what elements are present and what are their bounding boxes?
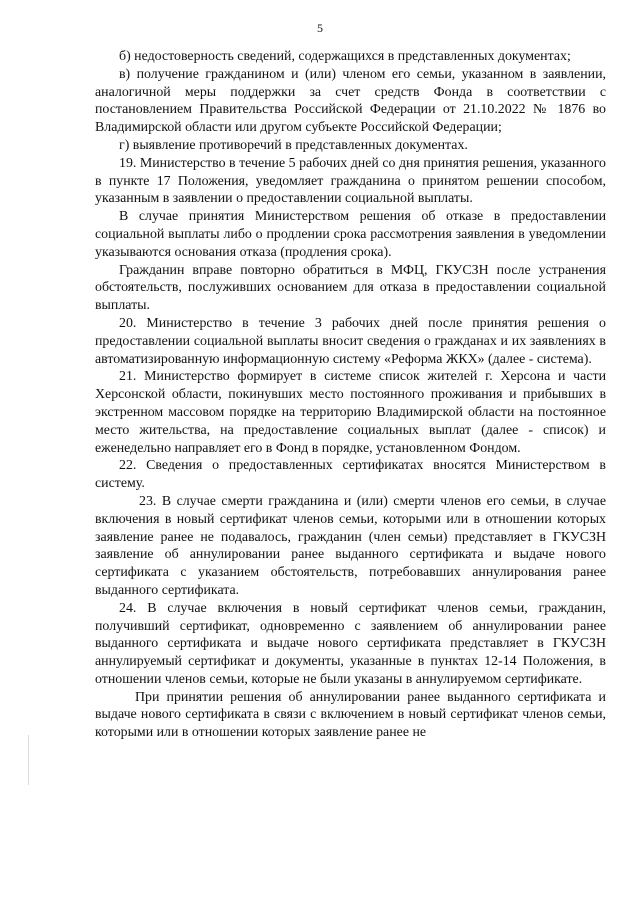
paragraph-g: г) выявление противоречий в представленных документах. xyxy=(119,137,468,153)
paragraph-24: 24. В случае включения в новый сертификат членов семьи, гражданин, получивший сертификат, одновременно с заявлением об аннулировании ранее выданного сертификата и выдаче нового сертификата представляет в ГКУСЗН аннулируемый сертификат и документы, указанные в пунктах 12-14 Положения, в отношении членов семьи, которые не были указаны в аннулируемом сертификате. xyxy=(95,600,606,687)
paragraph-19-reapply: Гражданин вправе повторно обратиться в МФЦ, ГКУСЗН после устранения обстоятельств, послуживших основанием для отказа в предоставлении социальной выплаты. xyxy=(95,262,606,314)
paragraph-24-decision: При принятии решения об аннулировании ранее выданного сертификата и выдаче нового сертификата в связи с включением в новый сертификат членов семьи, которыми или в отношении которых заявление ранее не xyxy=(95,689,606,741)
paragraph-23: 23. В случае смерти гражданина и (или) смерти членов его семьи, в случае включения в новый сертификат членов семьи, которыми или в отношении которых заявление ранее не подавалось, гражданин (член семьи) представляет в ГКУСЗН заявление об аннулировании ранее выданного сертификата и выдаче нового сертификата с указанием обстоятельств, потребовавших аннулирования ранее выданного сертификата. xyxy=(95,493,606,598)
paragraph-19: 19. Министерство в течение 5 рабочих дней со дня принятия решения, указанного в пункте 17 Положения, уведомляет гражданина о принятом решении способом, указанным в заявлении о предоставлении социальной выплаты. xyxy=(95,155,606,207)
paragraph-v: в) получение гражданином и (или) членом его семьи, указанном в заявлении, аналогичной меры поддержки за счет средств Фонда в соответствии с постановлением Правительства Российской Федерации от 21.10.2022 № 1876 во Владимирской области или другом субъекте Российской Федерации; xyxy=(95,66,606,136)
paragraph-b: б) недостоверность сведений, содержащихся в представленных документах; xyxy=(119,49,571,64)
paragraph-20: 20. Министерство в течение 3 рабочих дней после принятия решения о предоставлении социальной выплаты вносит сведения о гражданах и их заявлениях в автоматизированную информационную систему «Реформа ЖКХ» (далее - система). xyxy=(95,315,606,367)
paragraph-22: 22. Сведения о предоставленных сертификатах вносятся Министерством в систему. xyxy=(95,458,606,492)
scan-margin-mark xyxy=(28,735,29,785)
paragraph-21: 21. Министерство формирует в системе список жителей г. Херсона и части Херсонской области, покинувших место постоянного проживания и прибывших в экстренном массовом порядке на территорию Владимирской области на постоянное место жительства, на предоставление социальных выплат (далее - список) и еженедельно направляет его в Фонд в порядке, установленном Фондом. xyxy=(95,369,606,456)
page-number: 5 xyxy=(317,21,323,35)
paragraph-19-refusal: В случае принятия Министерством решения об отказе в предоставлении социальной выплаты либо о продлении срока рассмотрения заявления в уведомлении указываются основания отказа (продления срока). xyxy=(95,209,606,260)
document-body xyxy=(95,48,606,742)
